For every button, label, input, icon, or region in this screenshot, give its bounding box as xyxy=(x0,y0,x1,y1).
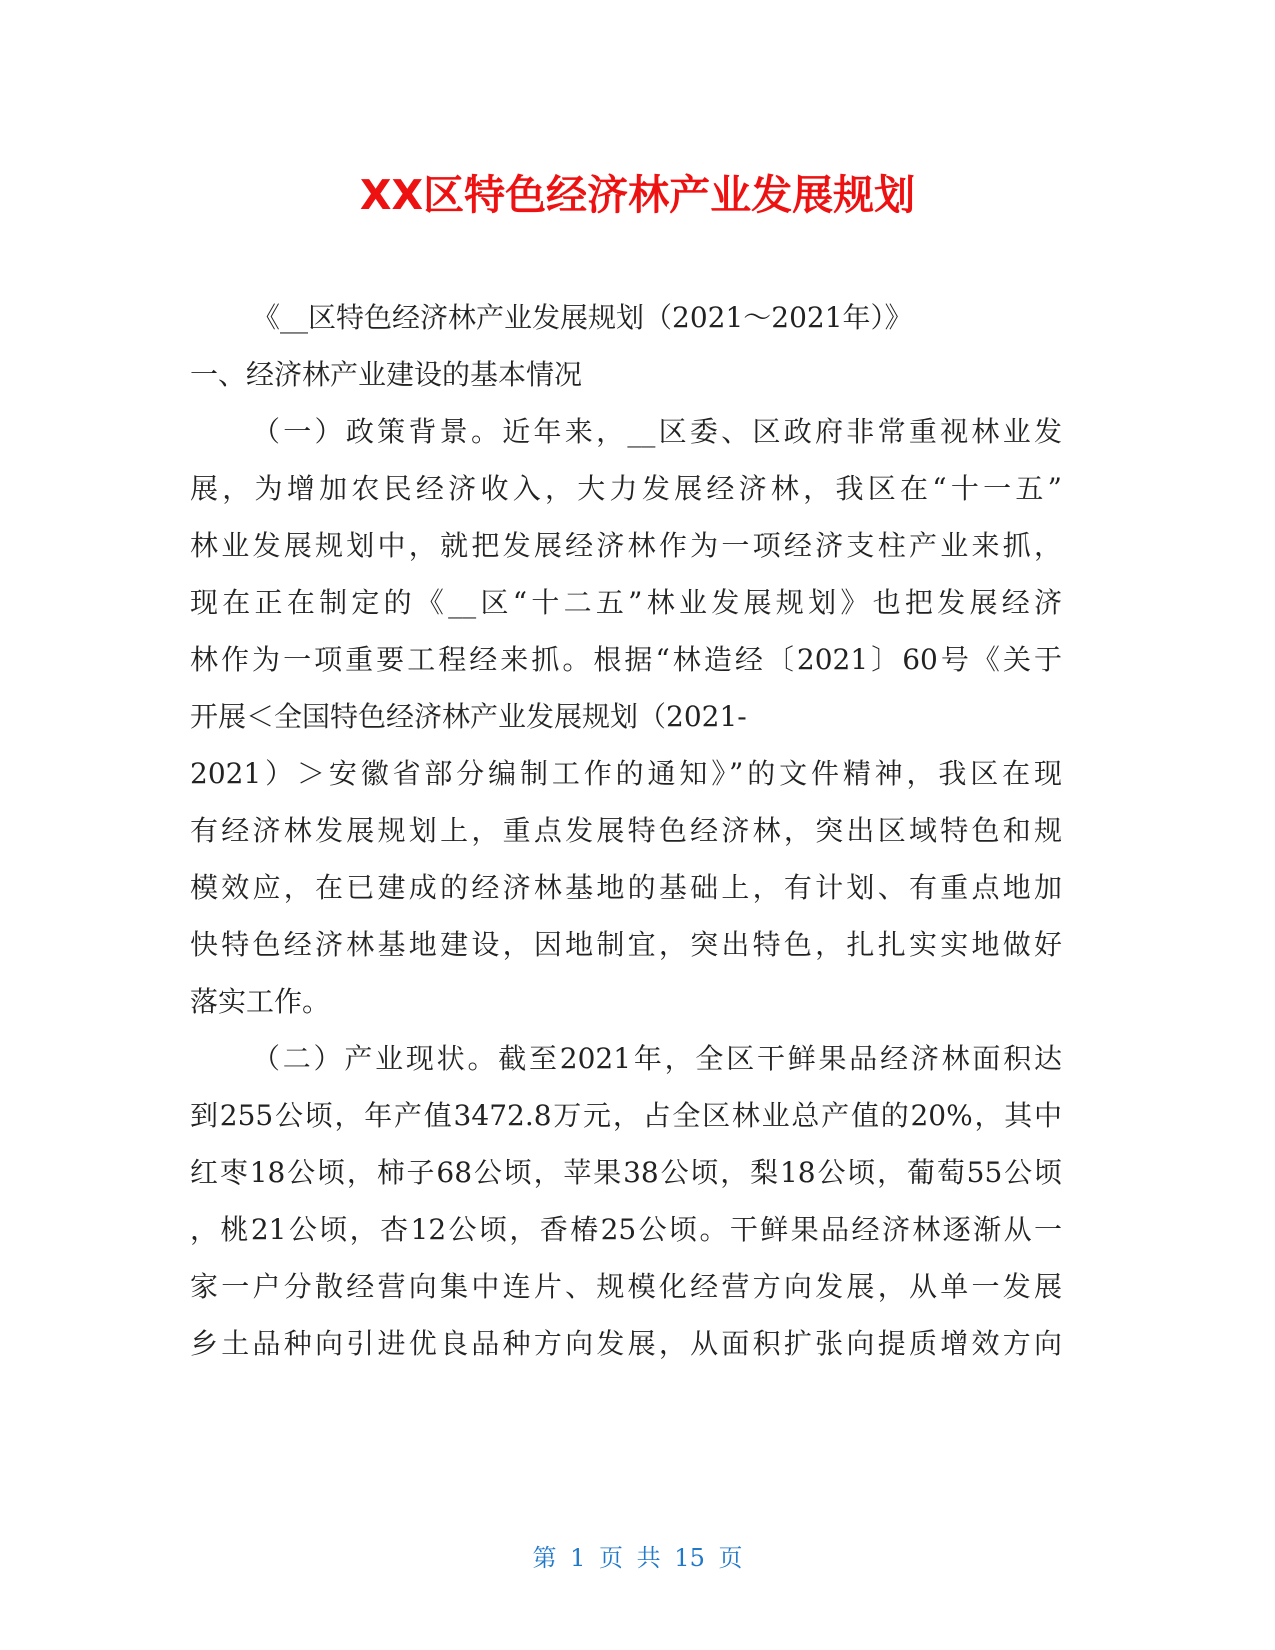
paragraph-line: 展，为增加农民经济收入，大力发展经济林，我区在“十一五” xyxy=(190,472,1062,505)
paragraph-line: ，桃21公顷，杏12公顷，香椿25公顷。干鲜果品经济林逐渐从一 xyxy=(190,1213,1062,1246)
paragraph-line: 快特色经济林基地建设，因地制宜，突出特色，扎扎实实地做好 xyxy=(190,928,1062,961)
paragraph-line: 乡土品种向引进优良品种方向发展，从面积扩张向提质增效方向 xyxy=(190,1327,1062,1360)
section-heading: 一、经济林产业建设的基本情况 xyxy=(190,358,583,391)
paragraph-line: 到255公顷，年产值3472.8万元，占全区林业总产值的20%，其中 xyxy=(190,1099,1062,1132)
paragraph-line: 林作为一项重要工程经来抓。根据“林造经〔2021〕60号《关于 xyxy=(190,643,1062,676)
paragraph-line: （一）政策背景。近年来，__区委、区政府非常重视林业发 xyxy=(252,415,1062,448)
paragraph-line: 家一户分散经营向集中连片、规模化经营方向发展，从单一发展 xyxy=(190,1270,1062,1303)
paragraph-line: 红枣18公顷，柿子68公顷，苹果38公顷，梨18公顷，葡萄55公顷 xyxy=(190,1156,1062,1189)
page-number-footer: 第 1 页 共 15 页 xyxy=(532,1544,743,1572)
paragraph-line: 林业发展规划中，就把发展经济林作为一项经济支柱产业来抓， xyxy=(190,529,1062,562)
paragraph-line: 现在正在制定的《__区“十二五”林业发展规划》也把发展经济 xyxy=(190,586,1062,619)
paragraph-line: 落实工作。 xyxy=(190,985,331,1018)
document-title: XX区特色经济林产业发展规划 xyxy=(359,171,916,219)
paragraph-line: 开展＜全国特色经济林产业发展规划（2021- xyxy=(190,700,747,733)
paragraph-line: 模效应，在已建成的经济林基地的基础上，有计划、有重点地加 xyxy=(190,871,1062,904)
paragraph-line: 有经济林发展规划上，重点发展特色经济林，突出区域特色和规 xyxy=(190,814,1062,847)
subtitle-line: 《__区特色经济林产业发展规划（2021～2021年）》 xyxy=(252,301,913,334)
paragraph-line: 2021）＞安徽省部分编制工作的通知》”的文件精神，我区在现 xyxy=(190,757,1062,790)
paragraph-line: （二）产业现状。截至2021年，全区干鲜果品经济林面积达 xyxy=(252,1042,1062,1075)
